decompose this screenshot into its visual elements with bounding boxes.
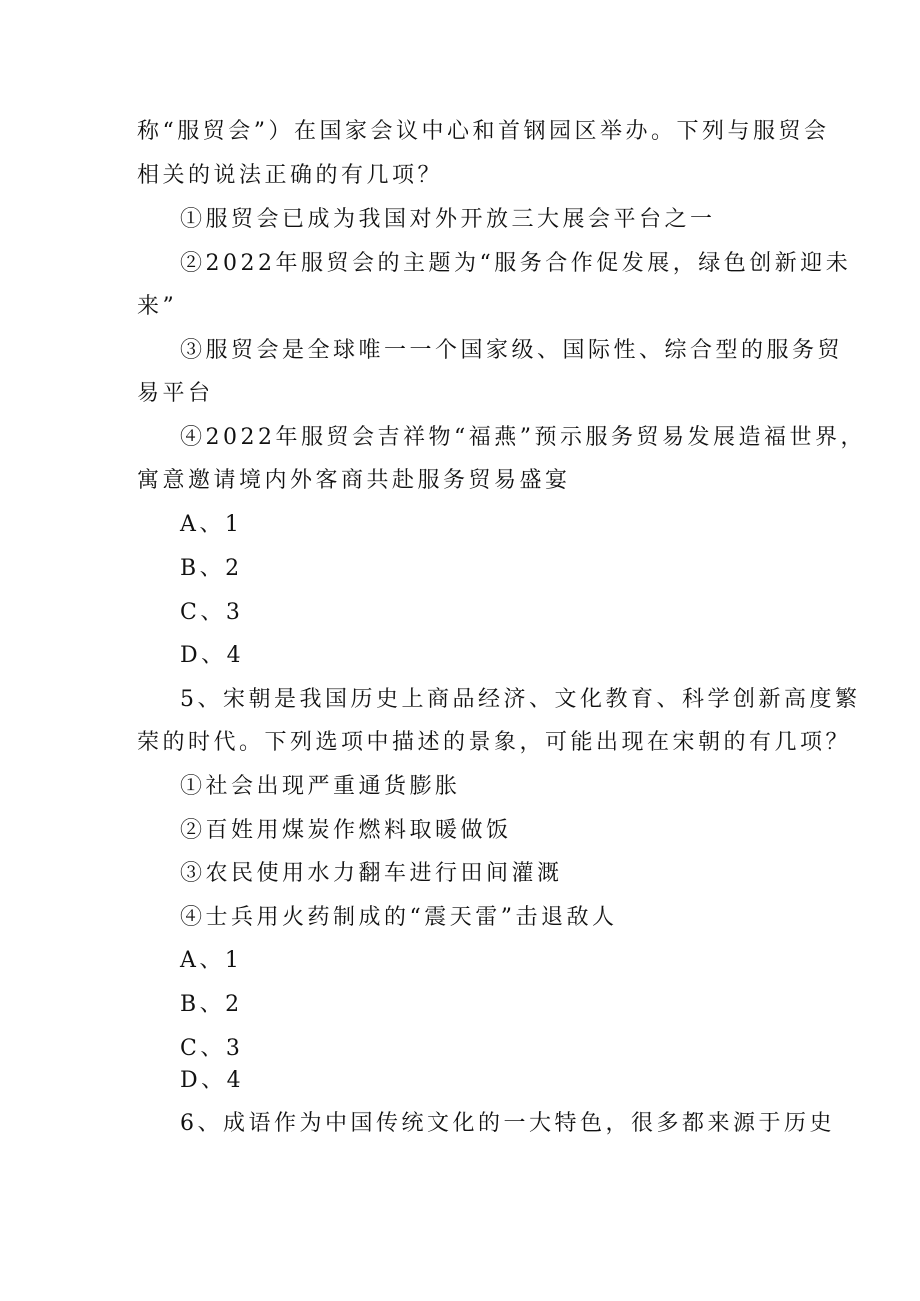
- q4-statement-4-line-2: 寓意邀请境内外客商共赴服务贸易盛宴: [137, 468, 571, 493]
- q5-option-d: D、4: [180, 1068, 245, 1093]
- q5-option-a: A、1: [180, 948, 243, 973]
- q4-statement-4-line-1: ④2022年服贸会吉祥物“福燕”预示服务贸易发展造福世界，: [180, 425, 866, 450]
- q5-stem-line-1: 5、宋朝是我国历史上商品经济、文化教育、科学创新高度繁: [180, 687, 861, 712]
- q4-statement-3-line-1: ③服贸会是全球唯一一个国家级、国际性、综合型的服务贸: [180, 338, 844, 363]
- q4-option-a: A、1: [180, 512, 243, 537]
- q4-option-d: D、4: [180, 643, 245, 668]
- q5-statement-1: ①社会出现严重通货膨胀: [180, 774, 461, 799]
- q5-statement-3: ③农民使用水力翻车进行田间灌溉: [180, 861, 563, 886]
- q5-option-c: C、3: [180, 1036, 244, 1061]
- q4-stem-line-2: 相关的说法正确的有几项？: [137, 163, 444, 188]
- q4-stem-line-1: 称“服贸会”）在国家会议中心和首钢园区举办。下列与服贸会: [137, 119, 830, 144]
- q5-option-b: B、2: [180, 992, 243, 1017]
- q4-option-c: C、3: [180, 600, 244, 625]
- q4-option-b: B、2: [180, 556, 243, 581]
- q5-statement-4: ④士兵用火药制成的“震天雷”击退敌人: [180, 905, 618, 930]
- q6-stem-line-1: 6、成语作为中国传统文化的一大特色，很多都来源于历史: [180, 1111, 835, 1136]
- q4-statement-2-line-1: ②2022年服贸会的主题为“服务合作促发展，绿色创新迎未: [180, 251, 852, 276]
- q4-statement-3-line-2: 易平台: [137, 381, 214, 406]
- q4-statement-1: ①服贸会已成为我国对外开放三大展会平台之一: [180, 207, 716, 232]
- q5-statement-2: ②百姓用煤炭作燃料取暖做饭: [180, 818, 512, 843]
- q4-statement-2-line-2: 来”: [137, 294, 178, 319]
- q5-stem-line-2: 荣的时代。下列选项中描述的景象，可能出现在宋朝的有几项？: [137, 730, 852, 755]
